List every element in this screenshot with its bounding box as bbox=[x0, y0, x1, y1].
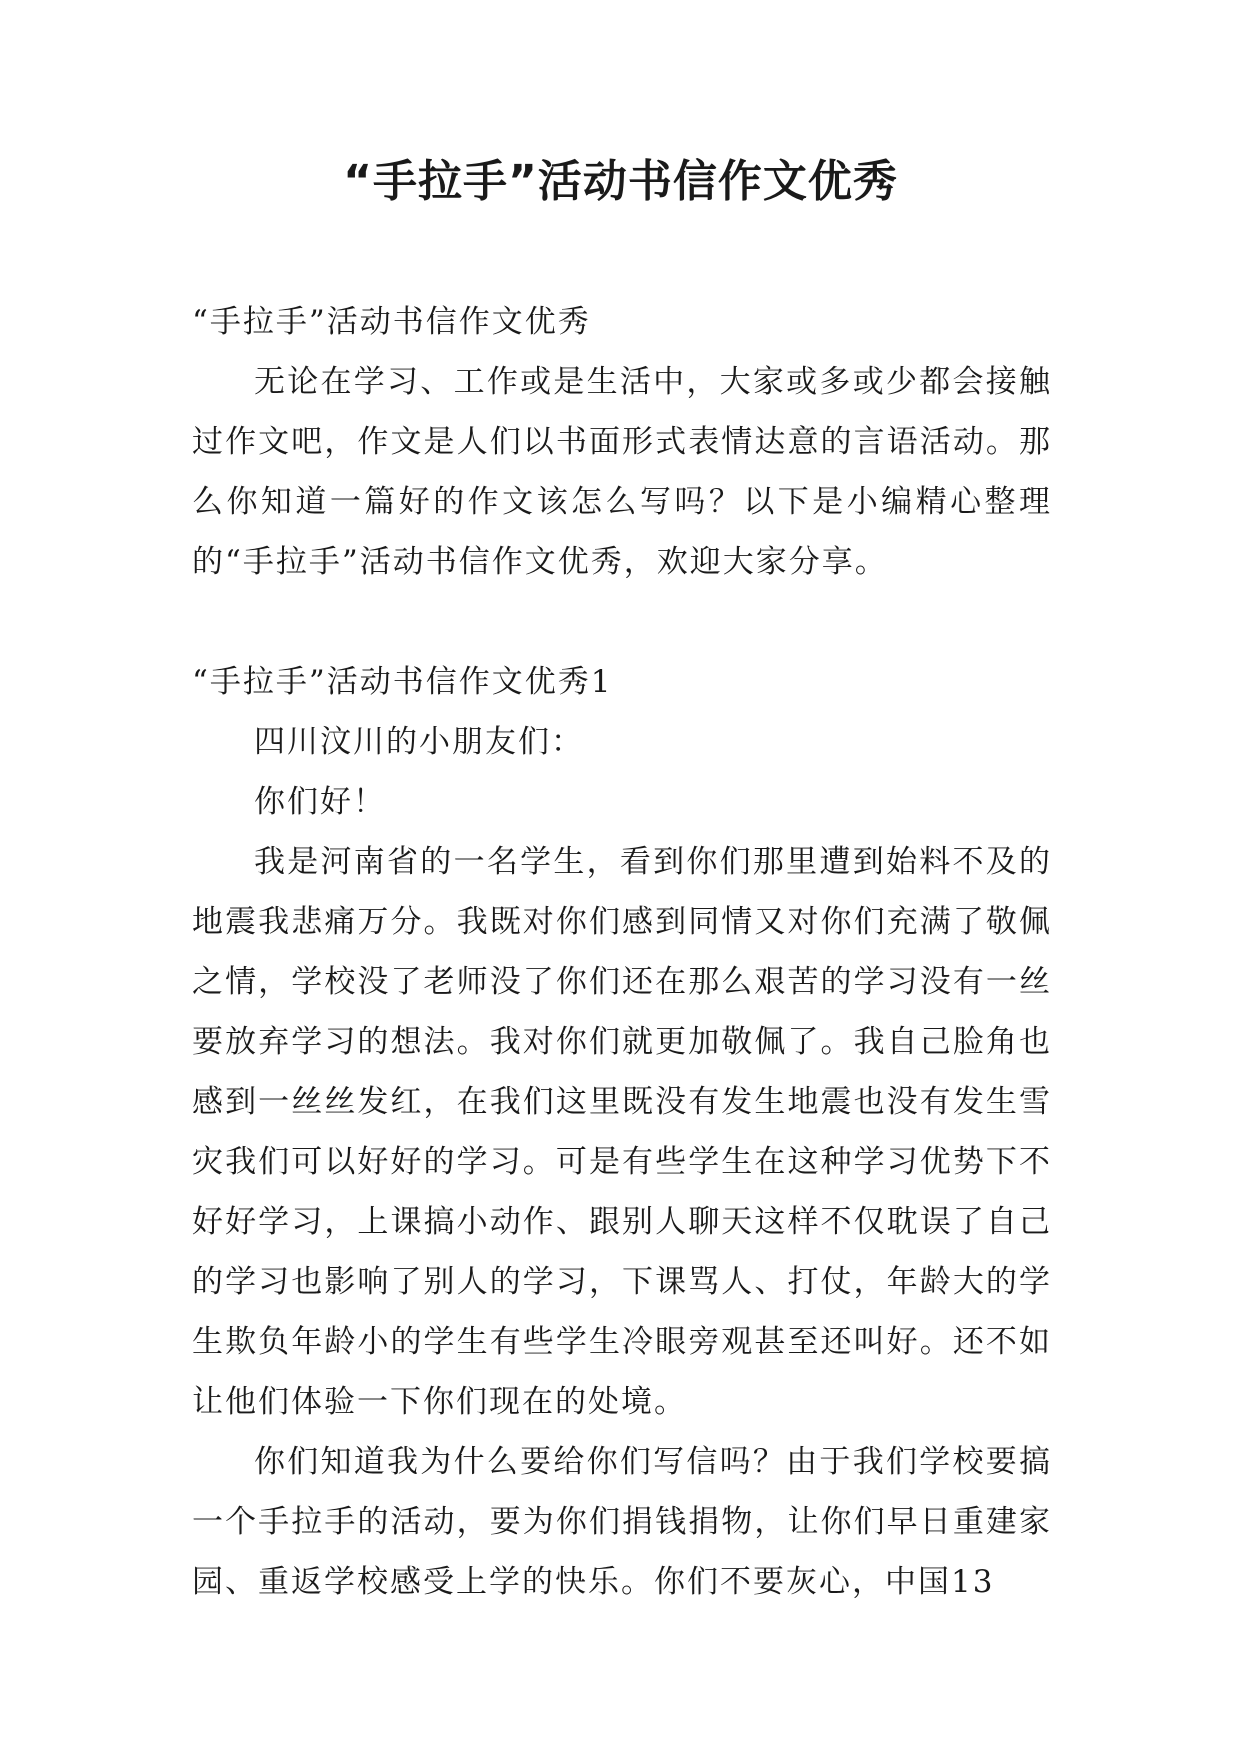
letter-salutation: 四川汶川的小朋友们： bbox=[254, 724, 584, 760]
document-subtitle: “手拉手”活动书信作文优秀 bbox=[192, 304, 591, 340]
intro-paragraph: 无论在学习、工作或是生活中，大家或多或少都会接触过作文吧，作文是人们以书面形式表情达意的言语活动。那么你知道一篇好的作文该怎么写吗？以下是小编精心整理的“手拉手”活动书信作文优秀，欢迎大家分享。 bbox=[192, 364, 1052, 580]
letter-greeting: 你们好！ bbox=[254, 784, 386, 820]
document-body bbox=[192, 292, 1052, 1612]
letter-paragraph-2: 你们知道我为什么要给你们写信吗？由于我们学校要搞一个手拉手的活动，要为你们捐钱捐物，让你们早日重建家园、重返学校感受上学的快乐。你们不要灰心，中国13 bbox=[192, 1444, 1052, 1600]
section-heading: “手拉手”活动书信作文优秀1 bbox=[192, 664, 613, 700]
letter-paragraph-1: 我是河南省的一名学生，看到你们那里遭到始料不及的地震我悲痛万分。我既对你们感到同情又对你们充满了敬佩之情，学校没了老师没了你们还在那么艰苦的学习没有一丝要放弃学习的想法。我对你们就更加敬佩了。我自己脸角也感到一丝丝发红，在我们这里既没有发生地震也没有发生雪灾我们可以好好的学习。可是有些学生在这种学习优势下不好好学习，上课搞小动作、跟别人聊天这样不仅耽误了自己的学习也影响了别人的学习，下课骂人、打仗，年龄大的学生欺负年龄小的学生有些学生冷眼旁观甚至还叫好。还不如让他们体验一下你们现在的处境。 bbox=[192, 844, 1052, 1420]
document-title: “手拉手”活动书信作文优秀 bbox=[343, 156, 898, 207]
paragraph-spacer bbox=[192, 592, 1052, 652]
